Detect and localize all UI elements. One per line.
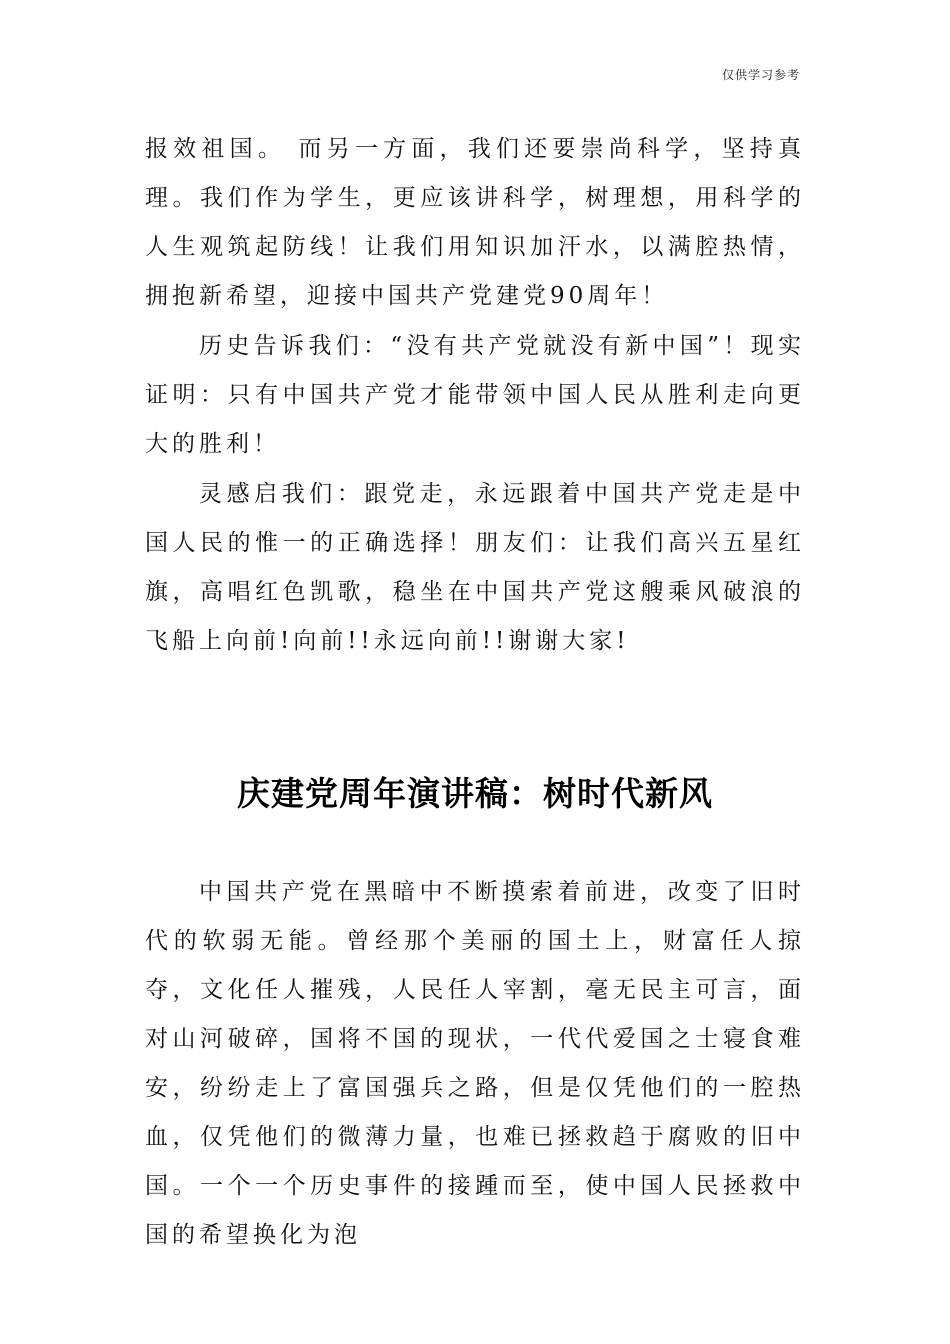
paragraph-1: 报效祖国。 而另一方面，我们还要崇尚科学，坚持真理。我们作为学生，更应该讲科学，树理想，用科学的人生观筑起防线！让我们用知识加汗水，以满腔热情，拥抱新希望，迎接中国共产党建党90周年！	[145, 136, 805, 309]
section-title: 庆建党周年演讲稿：树时代新风	[237, 774, 713, 813]
paragraph-3: 灵感启我们：跟党走，永远跟着中国共产党走是中国人民的惟一的正确选择！朋友们：让我们高兴五星红旗，高唱红色凯歌，稳坐在中国共产党这艘乘风破浪的飞船上向前!向前!!永远向前!!谢谢大家!	[145, 481, 805, 654]
header-note: 仅供学习参考	[721, 68, 800, 82]
section-paragraph: 中国共产党在黑暗中不断摸索着前进，改变了旧时代的软弱无能。曾经那个美丽的国土上，财富任人掠夺，文化任人摧残，人民任人宰割，毫无民主可言，面对山河破碎，国将不国的现状，一代代爱国之士寝食难安，纷纷走上了富国强兵之路，但是仅凭他们的一腔热血，仅凭他们的微薄力量，也难已拯救趋于腐败的旧中国。一个一个历史事件的接踵而至，使中国人民拯救中国的希望换化为泡	[145, 879, 805, 1248]
paragraph-2: 历史告诉我们：“没有共产党就没有新中国”！现实证明：只有中国共产党才能带领中国人民从胜利走向更大的胜利！	[145, 333, 805, 457]
